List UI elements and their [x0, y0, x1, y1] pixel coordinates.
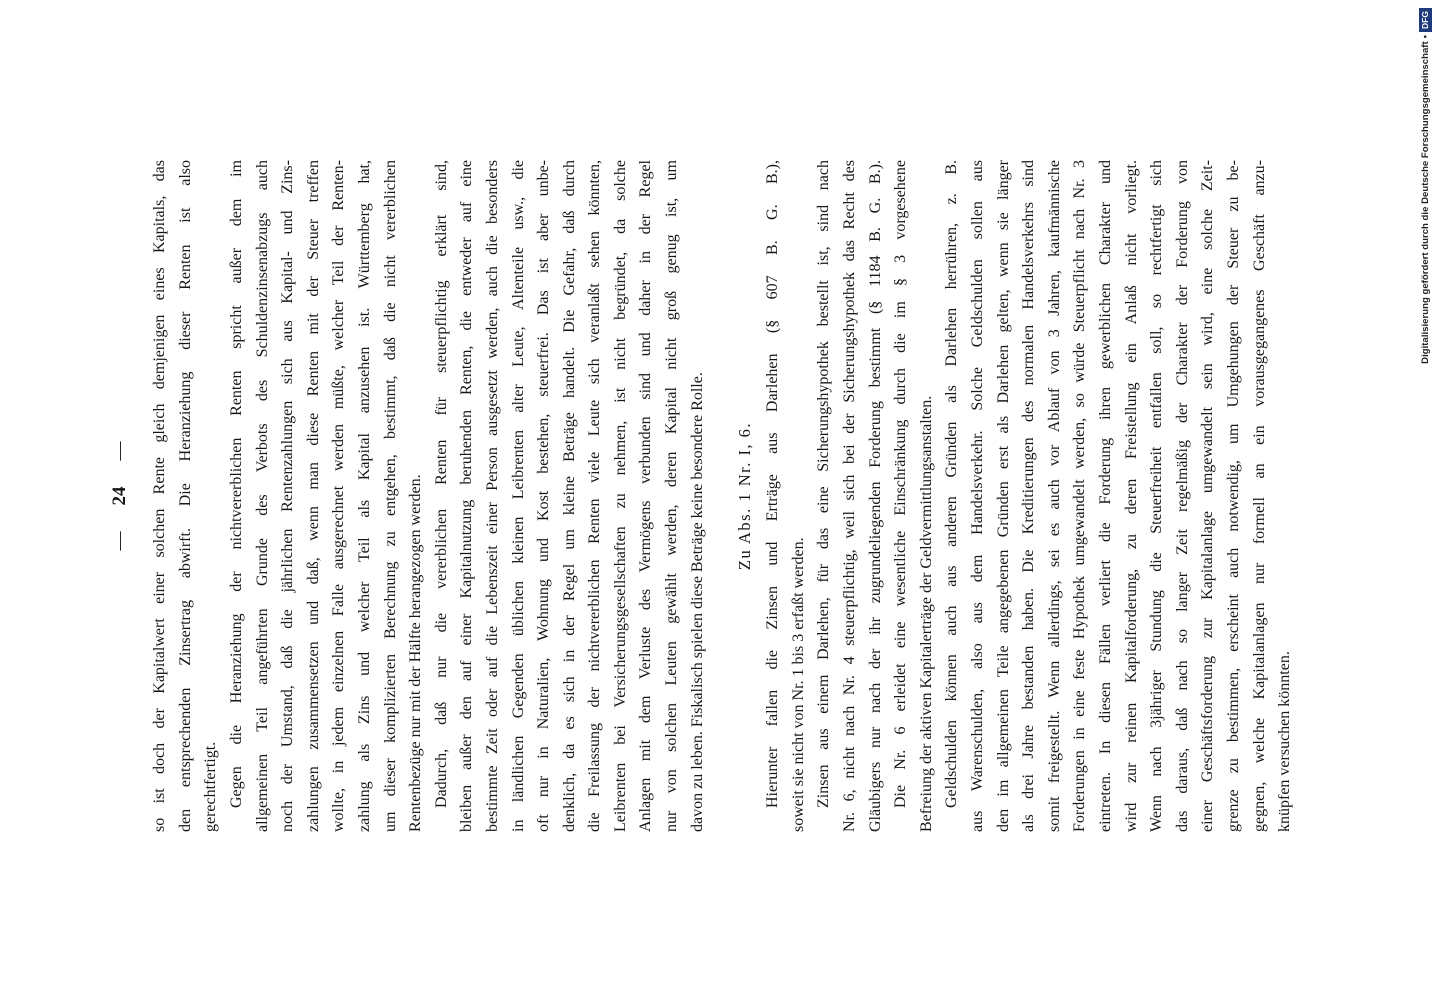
- text-line: Dadurch, daß nur die vererblichen Renten für steuerpflichtig erklärt sind,: [432, 160, 450, 808]
- dfg-notice-separator: •: [1419, 34, 1431, 39]
- text-line: Forderungen in eine feste Hypothek umgewandelt werden, so würde Steuerpflicht nach Nr. 3: [1071, 160, 1089, 832]
- text-line: wird zur reinen Kapitalforderung, zu deren Freistellung ein Anlaß nicht vorliegt.: [1122, 160, 1140, 832]
- text-line: wollte, in jedem einzelnen Falle ausgerechnet werden müßte, welcher Teil der Renten-: [330, 160, 348, 832]
- paragraph: [224, 160, 429, 832]
- text-line: noch der Umstand, daß die jährlichen Rentenzahlungen sich aus Kapital- und Zins-: [279, 160, 297, 832]
- paragraph: [760, 160, 811, 832]
- dfg-funding-notice: [1417, 8, 1433, 392]
- page-number-dash: —: [109, 531, 130, 551]
- text-line: in ländlichen Gegenden üblichen kleinen Leibrenten alter Leute, Altenteile usw., die: [509, 160, 527, 832]
- text-line: somit freigestellt. Wenn allerdings, sei es auch vor Ablauf von 3 Jahren, kaufmännische: [1045, 160, 1063, 832]
- section-heading: Zu Abs. 1 Nr. I, 6.: [735, 421, 755, 571]
- text-line: aus Warenschulden, also aus dem Handelsverkehr. Solche Geldschulden sollen aus: [968, 160, 986, 832]
- rotated-document-page: [100, 160, 1305, 832]
- text-line: den entsprechenden Zinsertrag abwirft. Die Heranziehung dieser Renten ist also: [176, 160, 194, 832]
- text-line: als drei Jahre bestanden haben. Die Kreditierungen des normalen Handelsverkehrs sind: [1020, 160, 1038, 832]
- text-line: zahlungen zusammensetzen und daß, wenn man diese Renten mit der Steuer treffen: [304, 160, 322, 832]
- text-line: bleiben außer den auf einer Kapitalnutzung beruhenden Renten, die entweder auf eine: [458, 160, 476, 832]
- text-line: gerechtfertigt.: [202, 741, 220, 832]
- text-line: bestimmte Zeit oder auf die Lebenszeit einer Person ausgesetzt werden, auch die besonders: [483, 160, 501, 832]
- text-line: eintreten. In diesen Fällen verliert die Forderung ihren gewerblichen Charakter und: [1096, 160, 1114, 832]
- text-line: einer Geschäftsforderung zur Kapitalanlage umgewandelt sein wird, eine solche Zeit-: [1199, 160, 1217, 832]
- text-line: Befreiung der aktiven Kapitalerträge der Geldvermittlungsanstalten.: [917, 395, 935, 832]
- text-line: grenze zu bestimmen, erscheint auch notwendig, um Umgehungen der Steuer zu be-: [1224, 160, 1242, 832]
- text-line: Hierunter fallen die Zinsen und Erträge aus Darlehen (§ 607 B. G. B.),: [764, 160, 782, 808]
- paragraph: [429, 160, 711, 832]
- text-line: Rentenbezüge nur mit der Hälfte herangezogen werden.: [407, 474, 425, 832]
- text-line: den im allgemeinen Teile angegebenen Gründen erst als Darlehen gelten, wenn sie länger: [994, 160, 1012, 832]
- text-line: oft nur in Naturalien, Wohnung und Kost bestehen, steuerfrei. Das ist aber unbe-: [535, 160, 553, 832]
- text-line: nur von solchen Leuten gewählt werden, deren Kapital nicht groß genug ist, um: [663, 160, 681, 832]
- dfg-logo: DFG: [1419, 8, 1432, 32]
- text-line: Nr. 6, nicht nach Nr. 4 steuerpflichtig, weil sich bei der Sicherungshypothek das Recht des: [841, 160, 859, 832]
- page-number: 24: [109, 486, 130, 506]
- text-line: gegnen, welche Kapitalanlagen nur formell an ein vorausgegangenes Geschäft anzu-: [1250, 160, 1268, 832]
- text-line: das daraus, daß nach so langer Zeit regelmäßig der Charakter der Forderung von: [1173, 160, 1191, 832]
- text-line: Geldschulden können auch aus anderen Gründen als Darlehen herrühren, z. B.: [943, 160, 961, 808]
- paragraph: [811, 160, 888, 832]
- text-line: allgemeinen Teil angeführten Grunde des Verbots des Schuldenzinsenabzugs auch: [253, 160, 271, 832]
- page-number-dash: —: [109, 441, 130, 461]
- text-line: davon zu leben. Fiskalisch spielen diese Beträge keine besondere Rolle.: [688, 372, 706, 832]
- paragraph: [939, 160, 1297, 832]
- text-line: knüpfen versuchen könnten.: [1276, 651, 1294, 832]
- text-line: die Freilassung der nichtvererblichen Renten viele Leute sich veranlaßt sehen könnten,: [586, 160, 604, 832]
- text-line: denklich, da es sich in der Regel um kleine Beträge handelt. Die Gefahr, daß durch: [560, 160, 578, 832]
- text-line: Gläubigers nur nach der ihr zugrundeliegenden Forderung bestimmt (§ 1184 B. G. B.).: [866, 160, 884, 832]
- text-line: Leibrenten bei Versicherungsgesellschaften zu nehmen, ist nicht begründet, da solche: [611, 160, 629, 832]
- paragraph: [888, 160, 939, 832]
- text-line: zahlung als Zins und welcher Teil als Kapital anzusehen ist. Württemberg hat,: [355, 160, 373, 832]
- page-header: [107, 160, 133, 832]
- text-line: Wenn nach 3jähriger Stundung die Steuerfreiheit entfallen soll, so rechtfertigt sich: [1148, 160, 1166, 832]
- text-line: um dieser komplizierten Berechnung zu entgehen, bestimmt, daß die nicht vererblichen: [381, 160, 399, 832]
- text-line: Gegen die Heranziehung der nichtvererblichen Renten spricht außer dem im: [227, 160, 245, 808]
- dfg-notice-text: Digitalisierung gefördert durch die Deutsche Forschungsgemeinschaft: [1419, 41, 1431, 364]
- text-line: so ist doch der Kapitalwert einer solchen Rente gleich demjenigen eines Kapitals, das: [151, 160, 169, 832]
- paragraph: [147, 160, 224, 832]
- text-line: Die Nr. 6 erleidet eine wesentliche Einschränkung durch die im § 3 vorgesehene: [892, 160, 910, 808]
- text-line: Anlagen mit dem Verluste des Vermögens verbunden sind und daher in der Regel: [637, 160, 655, 832]
- document-body: [147, 160, 1298, 832]
- text-line: soweit sie nicht von Nr. 1 bis 3 erfaßt werden.: [789, 537, 807, 832]
- text-line: Zinsen aus einem Darlehen, für das eine Sicherungshypothek bestellt ist, sind nach: [815, 160, 833, 808]
